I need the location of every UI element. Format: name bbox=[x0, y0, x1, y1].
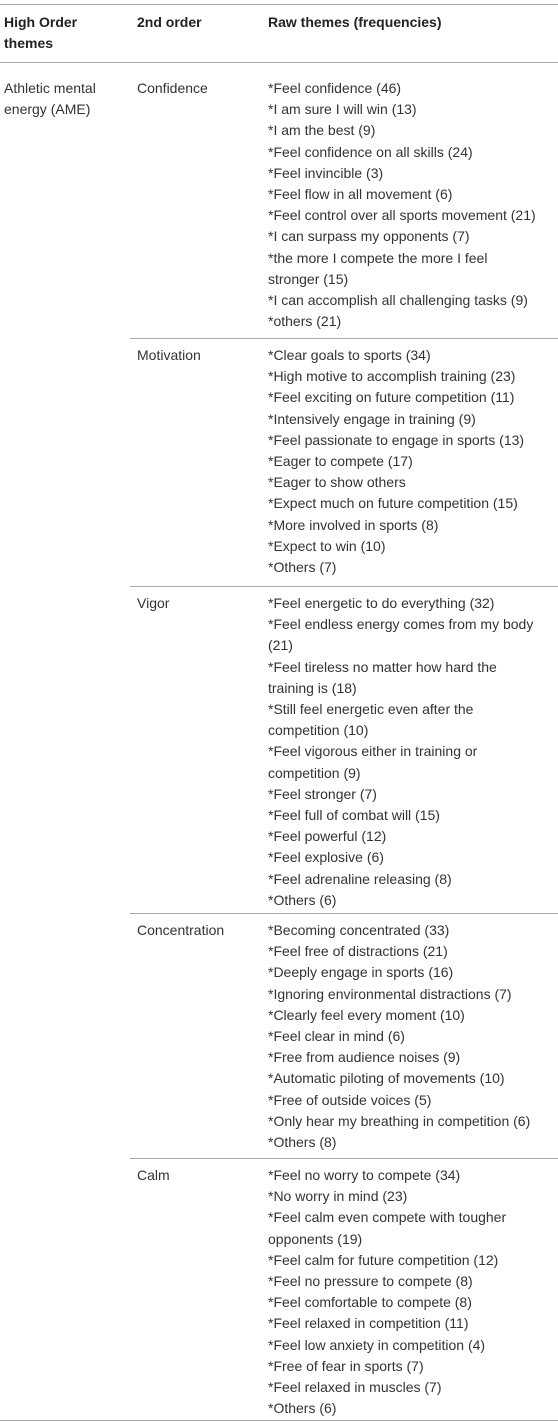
list-item: *I am sure I will win (13) bbox=[268, 101, 417, 118]
header-rule bbox=[0, 62, 558, 63]
list-item: *Eager to show others bbox=[268, 474, 406, 491]
list-item: *Free of outside voices (5) bbox=[268, 1091, 432, 1108]
section-rule bbox=[130, 1158, 558, 1159]
list-item: *Expect to win (10) bbox=[268, 537, 386, 554]
list-item: *Feel powerful (12) bbox=[268, 828, 387, 845]
list-item: *Feel vigorous either in training or competition (9) bbox=[268, 743, 478, 781]
list-item: *Feel exciting on future competition (11) bbox=[268, 389, 515, 406]
list-item: *Feel control over all sports movement (21) bbox=[268, 207, 536, 224]
list-item: *the more I compete the more I feel stronger (15) bbox=[268, 249, 488, 287]
list-item: *Clearly feel every moment (10) bbox=[268, 1006, 465, 1023]
raw-themes-vigor bbox=[268, 593, 550, 911]
header-high-order: High Order themes bbox=[4, 14, 78, 51]
list-item: *Feel confidence on all skills (24) bbox=[268, 143, 473, 160]
list-item: *Free from audience noises (9) bbox=[268, 1049, 461, 1066]
list-item: *Only hear my breathing in competition (6) bbox=[268, 1112, 531, 1129]
list-item: *Feel relaxed in muscles (7) bbox=[268, 1379, 442, 1396]
list-item: *Feel tireless no matter how hard the training is (18) bbox=[268, 658, 497, 696]
list-item: *Feel adrenaline releasing (8) bbox=[268, 870, 452, 887]
list-item: *Feel stronger (7) bbox=[268, 785, 377, 802]
list-item: *Feel no pressure to compete (8) bbox=[268, 1273, 473, 1290]
raw-themes-confidence bbox=[268, 78, 540, 332]
header-second-order: 2nd order bbox=[137, 14, 202, 30]
raw-themes-concentration bbox=[268, 920, 558, 1153]
list-item: *Others (6) bbox=[268, 891, 337, 908]
list-item: *Feel invincible (3) bbox=[268, 164, 384, 181]
list-item: *Feel endless energy comes from my body (21) bbox=[268, 616, 534, 654]
list-item: *Feel flow in all movement (6) bbox=[268, 186, 453, 203]
list-item: *Still feel energetic even after the competition (10) bbox=[268, 701, 474, 739]
second-order-concentration: Concentration bbox=[137, 922, 225, 938]
list-item: *Eager to compete (17) bbox=[268, 453, 413, 470]
raw-themes-calm bbox=[268, 1165, 548, 1419]
top-rule bbox=[0, 4, 558, 5]
list-item: *Feel free of distractions (21) bbox=[268, 943, 448, 960]
list-item: *Feel explosive (6) bbox=[268, 849, 384, 866]
list-item: *Feel clear in mind (6) bbox=[268, 1028, 405, 1045]
second-order-vigor: Vigor bbox=[137, 595, 170, 611]
list-item: *Feel calm for future competition (12) bbox=[268, 1251, 499, 1268]
list-item: *Feel comfortable to compete (8) bbox=[268, 1294, 472, 1311]
list-item: *More involved in sports (8) bbox=[268, 516, 439, 533]
list-item: *I am the best (9) bbox=[268, 122, 376, 139]
list-item: *No worry in mind (23) bbox=[268, 1188, 408, 1205]
list-item: *I can accomplish all challenging tasks (9) bbox=[268, 292, 528, 309]
list-item: *Others (6) bbox=[268, 1400, 337, 1417]
list-item: *Automatic piloting of movements (10) bbox=[268, 1070, 505, 1087]
list-item: *Feel passionate to engage in sports (13) bbox=[268, 431, 525, 448]
second-order-motivation: Motivation bbox=[137, 347, 201, 363]
list-item: *Intensively engage in training (9) bbox=[268, 410, 476, 427]
section-rule bbox=[130, 338, 558, 339]
list-item: *Feel energetic to do everything (32) bbox=[268, 595, 495, 611]
list-item: *others (21) bbox=[268, 313, 342, 330]
raw-themes-motivation bbox=[268, 345, 552, 578]
section-rule bbox=[130, 913, 558, 914]
list-item: *Feel no worry to compete (34) bbox=[268, 1167, 461, 1183]
list-item: *Free of fear in sports (7) bbox=[268, 1357, 424, 1374]
list-item: *I can surpass my opponents (7) bbox=[268, 228, 470, 245]
second-order-confidence: Confidence bbox=[137, 80, 208, 96]
second-order-calm: Calm bbox=[137, 1167, 170, 1183]
high-order-theme: Athletic mental energy (AME) bbox=[4, 80, 96, 118]
list-item: *Becoming concentrated (33) bbox=[268, 922, 450, 938]
list-item: *High motive to accomplish training (23) bbox=[268, 368, 516, 385]
list-item: *Ignoring environmental distractions (7) bbox=[268, 985, 512, 1002]
list-item: *Expect much on future competition (15) bbox=[268, 495, 518, 512]
bottom-rule bbox=[0, 1420, 558, 1421]
list-item: *Others (7) bbox=[268, 559, 337, 576]
list-item: *Feel confidence (46) bbox=[268, 80, 402, 96]
header-raw-themes: Raw themes (frequencies) bbox=[268, 14, 442, 30]
list-item: *Deeply engage in sports (16) bbox=[268, 964, 454, 981]
list-item: *Others (8) bbox=[268, 1134, 337, 1151]
list-item: *Feel low anxiety in competition (4) bbox=[268, 1336, 486, 1353]
list-item: *Clear goals to sports (34) bbox=[268, 347, 431, 363]
section-rule bbox=[130, 586, 558, 587]
list-item: *Feel full of combat will (15) bbox=[268, 807, 440, 824]
list-item: *Feel calm even compete with tougher opponents (19) bbox=[268, 1209, 507, 1247]
list-item: *Feel relaxed in competition (11) bbox=[268, 1315, 469, 1332]
